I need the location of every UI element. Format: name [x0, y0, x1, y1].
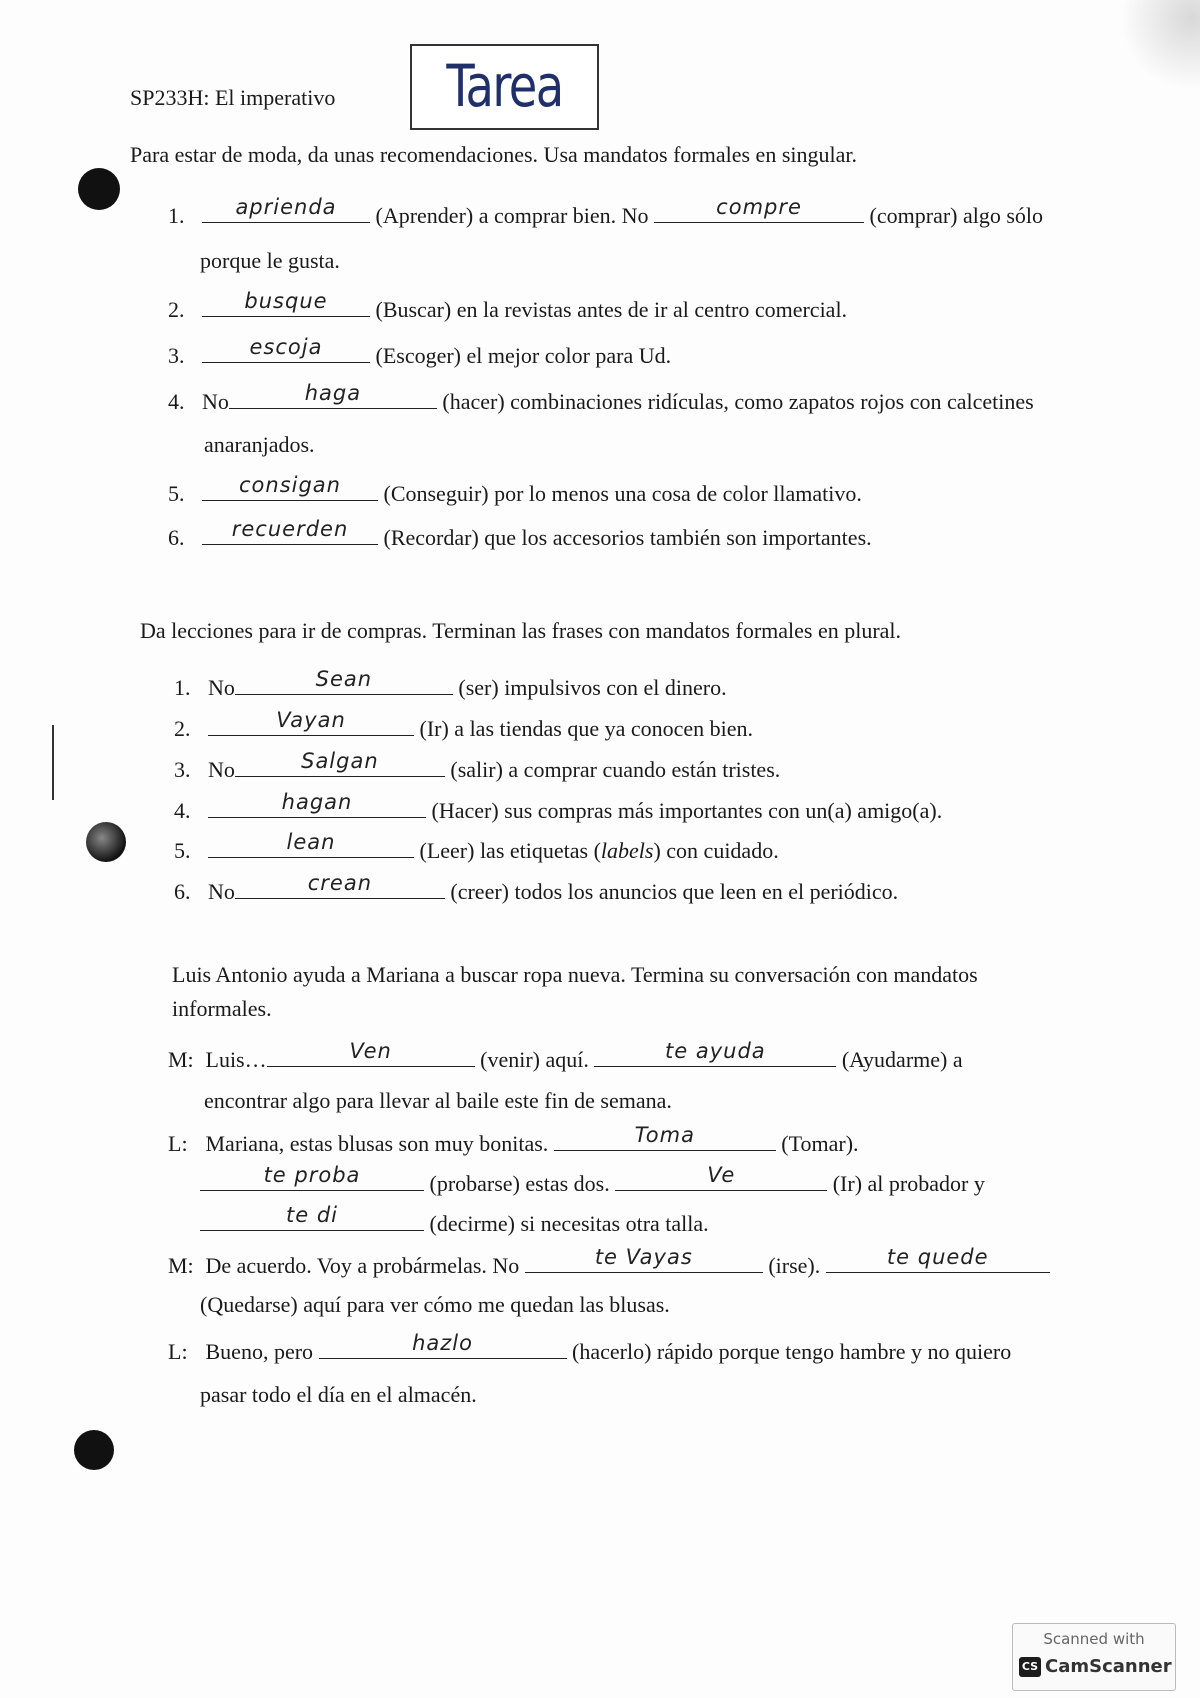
dialogue-text: (irse).	[768, 1253, 821, 1278]
s1-item-3	[168, 335, 672, 369]
answer-blank	[267, 1039, 475, 1067]
watermark-top-text: Scanned with	[1043, 1630, 1145, 1648]
item-number: 3.	[168, 343, 185, 368]
prompt-text: (Buscar) en la revistas antes de ir al centro comercial.	[375, 297, 848, 322]
dialogue-text: Bueno, pero	[205, 1339, 314, 1364]
answer-blank	[525, 1245, 763, 1273]
handwritten-answer: consigan	[239, 473, 341, 497]
s1-item-6	[168, 517, 872, 551]
punch-hole-top	[78, 168, 120, 210]
dialogue-l1-line2	[200, 1163, 985, 1197]
handwritten-answer: Ve	[707, 1163, 736, 1187]
prompt-text: (Escoger) el mejor color para Ud.	[375, 343, 672, 368]
prompt-prefix: No	[208, 757, 235, 782]
s2-item-2	[174, 708, 754, 742]
s1-item-2	[168, 289, 848, 323]
answer-blank	[235, 667, 453, 695]
prompt-text: (comprar) algo sólo	[869, 203, 1044, 228]
prompt-text: (hacer) combinaciones ridículas, como zapatos rojos con calcetines	[442, 389, 1034, 414]
prompt-text: (Aprender) a comprar bien. No	[375, 203, 649, 228]
answer-blank	[208, 830, 414, 858]
answer-blank	[202, 473, 378, 501]
margin-mark	[52, 725, 54, 800]
s2-item-4	[174, 790, 943, 824]
handwritten-answer: haga	[304, 381, 362, 405]
handwritten-answer: Toma	[634, 1123, 695, 1147]
handwritten-answer: recuerden	[231, 517, 349, 541]
punch-hole-bottom	[74, 1430, 114, 1470]
handwritten-answer: compre	[716, 195, 802, 219]
dialogue-text: (venir) aquí.	[480, 1047, 589, 1072]
item-number: 5.	[168, 481, 185, 506]
item-number: 2.	[174, 716, 191, 741]
dialogue-text: De acuerdo. Voy a probármelas. No	[205, 1253, 520, 1278]
dialogue-l2-cont: pasar todo el día en el almacén.	[200, 1382, 477, 1407]
speaker: M:	[168, 1253, 194, 1278]
handwritten-answer: Vayan	[276, 708, 346, 732]
s1-item-5	[168, 473, 862, 507]
answer-blank	[229, 381, 437, 409]
handwritten-answer: hazlo	[412, 1331, 473, 1355]
answer-blank	[202, 289, 370, 317]
handwritten-answer: te di	[286, 1203, 338, 1227]
prompt-prefix: No	[208, 879, 235, 904]
dialogue-text: (Ir) al probador y	[832, 1171, 985, 1196]
section1-instructions: Para estar de moda, da unas recomendaciones. Usa mandatos formales en singular.	[130, 142, 857, 167]
dialogue-l1	[168, 1123, 859, 1157]
answer-blank	[319, 1331, 567, 1359]
s2-item-6	[174, 871, 899, 905]
handwritten-answer: crean	[307, 871, 373, 895]
section2-instructions: Da lecciones para ir de compras. Terminan las frases con mandatos formales en plural.	[140, 618, 902, 643]
section3-instructions: Luis Antonio ayuda a Mariana a buscar ropa nueva. Termina su conversación con mandatos	[172, 962, 978, 987]
answer-blank	[235, 749, 445, 777]
handwritten-answer: lean	[286, 830, 336, 854]
handwritten-answer: escoja	[249, 335, 323, 359]
section3-instructions-cont: informales.	[172, 996, 272, 1021]
answer-blank	[202, 195, 370, 223]
dialogue-text: (Ayudarme) a	[841, 1047, 963, 1072]
handwritten-answer: te quede	[886, 1245, 989, 1269]
answer-blank	[654, 195, 864, 223]
answer-blank	[554, 1123, 776, 1151]
answer-blank	[208, 790, 426, 818]
s2-item-1	[174, 667, 727, 701]
watermark-brand-text: CamScanner	[1045, 1656, 1172, 1677]
handwritten-answer: te proba	[263, 1163, 361, 1187]
handwritten-answer: Sean	[315, 667, 373, 691]
answer-blank	[594, 1039, 836, 1067]
dialogue-text: Luis…	[205, 1047, 267, 1072]
item-number: 6.	[168, 525, 185, 550]
handwritten-answer: te ayuda	[665, 1039, 766, 1063]
speaker: M:	[168, 1047, 194, 1072]
item-number: 1.	[168, 203, 185, 228]
camscanner-logo-icon: CS	[1019, 1657, 1041, 1677]
dialogue-text: (probarse) estas dos.	[429, 1171, 610, 1196]
prompt-prefix: No	[208, 675, 235, 700]
handwritten-answer: Ven	[349, 1039, 392, 1063]
prompt-text: (Ir) a las tiendas que ya conocen bien.	[419, 716, 754, 741]
item-number: 1.	[174, 675, 191, 700]
dialogue-m1-cont: encontrar algo para llevar al baile este fin de semana.	[204, 1088, 672, 1113]
answer-blank	[200, 1203, 424, 1231]
tarea-stamp-text: Tarea	[446, 52, 563, 120]
speaker: L:	[168, 1339, 188, 1364]
item-number: 6.	[174, 879, 191, 904]
dialogue-text: (Tomar).	[781, 1131, 859, 1156]
tarea-stamp	[410, 44, 599, 130]
dialogue-text: Mariana, estas blusas son muy bonitas.	[205, 1131, 549, 1156]
dialogue-l1-line3	[200, 1203, 709, 1237]
watermark-brand	[1019, 1656, 1172, 1677]
prompt-text: (Recordar) que los accesorios también son importantes.	[383, 525, 872, 550]
s2-item-3	[174, 749, 781, 783]
course-title: SP233H: El imperativo	[130, 85, 336, 110]
prompt-text: (salir) a comprar cuando están tristes.	[450, 757, 781, 782]
dialogue-text: (hacerlo) rápido porque tengo hambre y no quiero	[572, 1339, 1012, 1364]
answer-blank	[615, 1163, 827, 1191]
item-number: 5.	[174, 838, 191, 863]
s1-item-1	[168, 195, 1044, 229]
prompt-text: (Hacer) sus compras más importantes con un(a) amigo(a).	[431, 798, 943, 823]
prompt-prefix: No	[202, 389, 229, 414]
s1-item-4	[168, 381, 1034, 415]
handwritten-answer: busque	[244, 289, 328, 313]
answer-blank	[202, 517, 378, 545]
prompt-text: (ser) impulsivos con el dinero.	[458, 675, 727, 700]
s1-item-4-cont: anaranjados.	[204, 432, 315, 457]
answer-blank	[235, 871, 445, 899]
handwritten-answer: te Vayas	[594, 1245, 693, 1269]
punch-hole-middle	[86, 822, 126, 862]
dialogue-l2	[168, 1331, 1012, 1365]
camscanner-watermark	[1012, 1623, 1176, 1691]
prompt-text: ) con cuidado.	[653, 838, 779, 863]
item-number: 4.	[168, 389, 185, 414]
answer-blank	[208, 708, 414, 736]
answer-blank	[200, 1163, 424, 1191]
prompt-text: (creer) todos los anuncios que leen en el periódico.	[450, 879, 899, 904]
answer-blank	[826, 1245, 1050, 1273]
dialogue-m2-cont: (Quedarse) aquí para ver cómo me quedan las blusas.	[200, 1292, 670, 1317]
handwritten-answer: Salgan	[301, 749, 379, 773]
scan-shadow	[1120, 0, 1200, 90]
prompt-text: (Leer) las etiquetas (	[419, 838, 601, 863]
handwritten-answer: hagan	[281, 790, 353, 814]
dialogue-text: (decirme) si necesitas otra talla.	[429, 1211, 709, 1236]
item-number: 4.	[174, 798, 191, 823]
handwritten-answer: aprienda	[235, 195, 337, 219]
dialogue-m1	[168, 1039, 963, 1073]
s1-item-1-cont: porque le gusta.	[200, 248, 340, 273]
answer-blank	[202, 335, 370, 363]
dialogue-m2	[168, 1245, 1050, 1279]
s2-item-5	[174, 830, 779, 864]
speaker: L:	[168, 1131, 188, 1156]
prompt-italic: labels	[600, 838, 654, 863]
item-number: 3.	[174, 757, 191, 782]
item-number: 2.	[168, 297, 185, 322]
prompt-text: (Conseguir) por lo menos una cosa de color llamativo.	[383, 481, 862, 506]
